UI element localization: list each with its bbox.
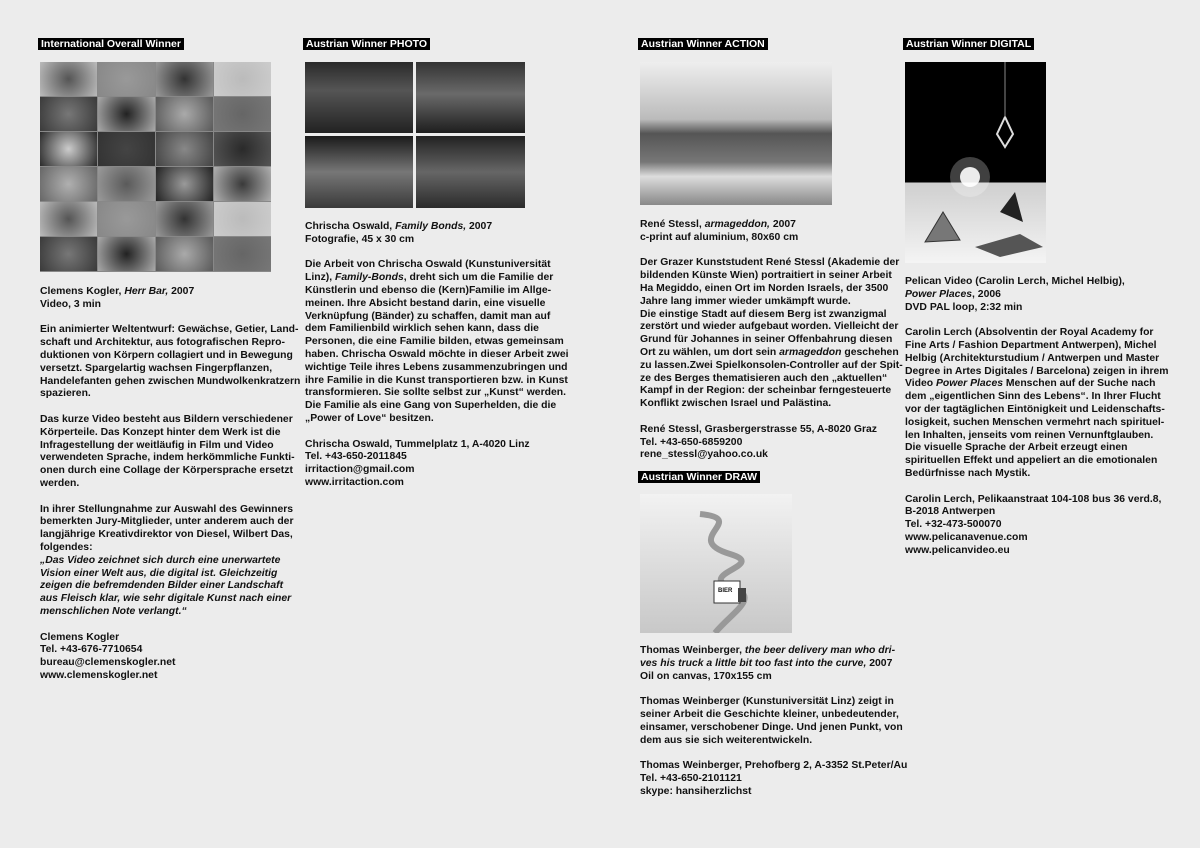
collage-tile	[214, 237, 271, 271]
text-line: folgendes:	[40, 541, 93, 553]
text-line: Der Grazer Kunststudent René Stessl (Akademie der	[640, 257, 900, 269]
text-line	[40, 401, 300, 414]
italic-title: Family-Bonds	[335, 272, 404, 284]
text-line: spirituellen Effekt und appeliert an die emotionalen	[905, 455, 1158, 467]
text-line: seiner Arbeit die Geschichte kleiner, unbedeutender,	[640, 708, 899, 720]
action-winner-text	[640, 219, 903, 462]
section-header-draw: Austrian Winner DRAW	[638, 471, 760, 483]
text-line: spazieren.	[40, 388, 91, 400]
collage-tile	[156, 62, 213, 96]
text-line: DVD PAL loop, 2:32 min	[905, 301, 1023, 313]
collage-tile	[156, 97, 213, 131]
text-line: Die visuelle Sprache der Arbeit erzeugt einen	[905, 442, 1128, 454]
text-line: bemerkten Jury-Mitglieder, unter anderem auch der	[40, 516, 294, 528]
collage-tile	[214, 62, 271, 96]
collage-tile	[40, 132, 97, 166]
text-line: Tel. +43-650-2101121	[640, 772, 742, 784]
text-line: www.pelicanvideo.eu	[905, 544, 1010, 556]
italic-title: aus Fleisch klar, wie sehr digitale Kunst nach einer	[40, 593, 292, 605]
text-line: Clemens Kogler	[40, 631, 120, 643]
text-line: Ha Megiddo, einen Ort im Norden Israels, der 3500	[640, 282, 889, 294]
text-line	[905, 481, 1169, 494]
beer-truck-painting-image	[640, 494, 792, 633]
text-line: c-print auf aluminium, 80x60 cm	[640, 231, 799, 243]
collage-tile	[40, 167, 97, 201]
text-line: dem „eigentlichen Sinn des Lebens“. In Ihrer Flucht	[905, 391, 1161, 403]
collage-tile	[98, 202, 155, 236]
text-line: Die Arbeit von Chrischa Oswald (Kunstuniversität	[305, 259, 551, 271]
text-line: dem aus sie sich weiterentwickeln.	[640, 734, 813, 746]
collage-tile	[156, 237, 213, 271]
collage-tile	[40, 202, 97, 236]
italic-title: Power Places	[905, 288, 973, 300]
italic-title: Family Bonds,	[395, 221, 467, 232]
text-line	[40, 580, 300, 593]
text-line: Carolin Lerch, Pelikaanstraat 104-108 bus 36 verd.8,	[905, 493, 1162, 505]
text-line: Konflikt zwischen Israel und Palästina.	[640, 398, 832, 410]
text-line	[640, 747, 907, 760]
family-photo-3	[305, 136, 413, 208]
text-line: transformieren. Sie sollte selbst zur „Kunst“ werden.	[305, 387, 566, 399]
text-line: versetzt. Spargelartig wachsen Fingerpflanzen,	[40, 362, 273, 374]
text-line: Infragestellung der weitläufig in Film und Video	[40, 439, 274, 451]
text-line: zu lassen.Zwei Spielkonsolen-Controller auf der Spit-	[640, 359, 903, 371]
text-line	[305, 426, 569, 439]
text-line: www.irritaction.com	[305, 476, 404, 488]
italic-title: zeigen die befremdenden Bilder einer Landschaft	[40, 580, 284, 592]
photo-winner-text	[305, 221, 569, 490]
collage-tile	[98, 62, 155, 96]
italic-title: armageddon,	[704, 219, 770, 230]
family-bonds-photo-grid	[305, 62, 525, 208]
section-header-action: Austrian Winner ACTION	[638, 38, 768, 50]
italic-title: „Das Video zeichnet sich durch eine unerwartete	[40, 554, 281, 566]
text-line: Oil on canvas, 170x155 cm	[640, 670, 772, 682]
text-line: Tel. +32-473-500070	[905, 519, 1002, 531]
collage-tile	[156, 202, 213, 236]
text-line: einsamer, verschobener Dinge. Und jenen Punkt, von	[640, 721, 903, 733]
text-line: Die einstige Stadt auf diesem Berg ist zwanzigmal	[640, 308, 887, 320]
text-line: onen durch eine Collage der Körpersprache ersetzt	[40, 465, 293, 477]
digital-winner-text	[905, 276, 1169, 558]
collage-tile	[98, 97, 155, 131]
text-line: Tel. +43-650-2011845	[305, 451, 407, 463]
section-header-photo: Austrian Winner PHOTO	[303, 38, 430, 50]
family-photo-4	[416, 136, 525, 208]
power-places-video-still	[905, 62, 1046, 263]
text-line: bureau@clemenskogler.net	[40, 657, 176, 669]
text-line	[640, 245, 903, 258]
family-photo-1	[305, 62, 413, 133]
italic-title: Power Places	[936, 378, 1004, 390]
text-line: Ein animierter Weltentwurf: Gewächse, Getier, Land-	[40, 324, 299, 336]
text-line: Kampf in der Region: der scheinbar ferngesteuerte	[640, 385, 892, 397]
text-line: Künstlerin und ebenso die (Kern)Familie im Allge-	[305, 284, 552, 296]
text-line: René Stessl, Grasbergerstrasse 55, A-8020 Graz	[640, 423, 878, 435]
text-line: ihre Familie in die Kunst transportieren bzw. in Kunst	[305, 374, 568, 386]
text-line: Ort zu wählen, um dort sein armageddon geschehen	[640, 346, 899, 358]
text-line: Körperteile. Das Konzept hinter dem Werk ist die	[40, 426, 281, 438]
text-line: Fine Arts / Fashion Department Antwerpen), Michel	[905, 339, 1157, 351]
text-line: langjährige Kreativdirektor von Diesel, Wilbert Das,	[40, 529, 293, 541]
text-line: skype: hansiherzlichst	[640, 785, 752, 797]
text-line: Personen, die eine Familie bilden, etwas gemeinsam	[305, 336, 564, 348]
international-winner-text	[40, 286, 300, 683]
family-photo-2	[416, 62, 525, 133]
italic-title: Herr Bar,	[124, 286, 169, 297]
text-line: Degree in Artes Digitales / Barcelona) zeigen in ihrem	[905, 365, 1169, 377]
text-line: Clemens Kogler, Herr Bar, 2007	[40, 286, 195, 297]
text-line: Grund für Johannes in seiner Offenbahrung diesen	[640, 334, 893, 346]
pyramid-scene-drawing	[905, 62, 1046, 263]
section-header-international: International Overall Winner	[38, 38, 184, 50]
text-line: www.clemenskogler.net	[40, 669, 158, 681]
text-line	[40, 555, 300, 568]
text-line	[40, 491, 300, 504]
text-line: losigkeit, suchen Menschen vermehrt nach spirituel-	[905, 416, 1165, 428]
italic-title: Vision einer Welt aus, die digital ist. Gleichzeitig	[40, 567, 278, 579]
text-line: Bedürfnisse nach Mystik.	[905, 467, 1031, 479]
text-line: Linz), Family-Bonds, dreht sich um die Familie der	[305, 272, 554, 284]
draw-winner-text	[640, 645, 907, 799]
text-line	[905, 314, 1169, 327]
text-line: www.pelicanavenue.com	[905, 531, 1028, 543]
text-line: len Inhalten, jenseits vom reinen Vernunftglauben.	[905, 429, 1154, 441]
text-line: Handelefanten gehen zwischen Mundwolkenkratzern	[40, 375, 301, 387]
collage-tile	[156, 167, 213, 201]
collage-tile	[214, 97, 271, 131]
text-line: wichtige Teile ihres Lebens zusammenzubringen und	[305, 361, 568, 373]
text-line	[640, 411, 903, 424]
truck-label: BIER	[718, 588, 733, 594]
armageddon-landscape-image	[640, 62, 832, 205]
collage-tile	[40, 97, 97, 131]
text-line: Carolin Lerch (Absolventin der Royal Academy for	[905, 327, 1154, 339]
collage-tile	[98, 237, 155, 271]
collage-tile	[40, 62, 97, 96]
text-line: B-2018 Antwerpen	[905, 506, 996, 518]
collage-tile	[98, 132, 155, 166]
italic-title: menschlichen Note verlangt.“	[40, 605, 187, 617]
text-line: Jahre lang immer wieder umkämpft wurde.	[640, 295, 851, 307]
text-line: Chrischa Oswald, Family Bonds, 2007	[305, 221, 493, 232]
text-line: vor der tagtäglichen Eintönigkeit und Leidenschafts-	[905, 403, 1165, 415]
italic-title: ves his truck a little bit too fast into the curve,	[640, 657, 867, 669]
text-line: Helbig (Architekturstudium / Antwerpen und Master	[905, 352, 1160, 364]
text-line: werden.	[40, 477, 80, 489]
text-line: dem Familienbild wirklich sehen kann, dass die	[305, 323, 539, 335]
text-line: ze des Berges thematisieren auch den „aktuellen“	[640, 372, 888, 384]
text-line: ves his truck a little bit too fast into the curve, 2007	[640, 657, 893, 669]
text-line: bildenden Künste Wien) portraitiert in seiner Arbeit	[640, 270, 892, 282]
text-line: haben. Chrischa Oswald möchte in dieser Arbeit zwei	[305, 348, 569, 360]
text-line: rene_stessl@yahoo.co.uk	[640, 449, 768, 461]
text-line: Verknüpfung (Bänder) zu schaffen, damit man auf	[305, 310, 551, 322]
text-line: Tel. +43-650-6859200	[640, 436, 743, 448]
road-curve-drawing	[640, 494, 792, 633]
text-line: Thomas Weinberger, Prehofberg 2, A-3352 St.Peter/Au	[640, 760, 908, 772]
text-line: Thomas Weinberger, the beer delivery man who dri-	[640, 645, 896, 656]
text-line: Video, 3 min	[40, 298, 102, 310]
text-line: Chrischa Oswald, Tummelplatz 1, A-4020 Linz	[305, 438, 530, 450]
text-line: Power Places, 2006	[905, 288, 1001, 300]
text-line: schaft und Architektur, aus fotografischen Repro-	[40, 337, 285, 349]
text-line: irritaction@gmail.com	[305, 464, 415, 476]
text-line	[40, 619, 300, 632]
herr-bar-collage-image	[40, 62, 271, 272]
text-line: Fotografie, 45 x 30 cm	[305, 233, 415, 245]
italic-title: the beer delivery man who dri-	[744, 645, 896, 656]
italic-title: armageddon	[779, 346, 842, 358]
text-line: „Power of Love“ besitzen.	[305, 412, 434, 424]
text-line	[305, 247, 569, 260]
text-line: Tel. +43-676-7710654	[40, 644, 143, 656]
collage-tile	[214, 132, 271, 166]
section-header-digital: Austrian Winner DIGITAL	[903, 38, 1034, 50]
collage-tile	[98, 167, 155, 201]
text-line: Thomas Weinberger (Kunstuniversität Linz) zeigt in	[640, 696, 894, 708]
text-line: verwendeten Sprache, indem herkömmliche Funkti-	[40, 452, 295, 464]
text-line: René Stessl, armageddon, 2007	[640, 219, 796, 230]
text-line: meinen. Ihre Absicht bestand darin, eine visuelle	[305, 297, 546, 309]
collage-tile	[40, 237, 97, 271]
collage-tile	[214, 202, 271, 236]
text-line	[40, 568, 300, 581]
text-line	[640, 683, 907, 696]
text-line: Das kurze Video besteht aus Bildern verschiedener	[40, 413, 293, 425]
text-line	[40, 606, 300, 619]
text-line: Video Power Places Menschen auf der Suche nach	[905, 378, 1156, 390]
collage-tile	[156, 132, 213, 166]
text-line: Die Familie als eine Gang von Superhelden, die die	[305, 400, 557, 412]
text-line	[40, 312, 300, 325]
collage-tile	[214, 167, 271, 201]
text-line	[40, 593, 300, 606]
text-line: duktionen von Körpern collagiert und in Bewegung	[40, 349, 293, 361]
text-line: Pelican Video (Carolin Lerch, Michel Helbig),	[905, 276, 1125, 287]
text-line: In ihrer Stellungnahme zur Auswahl des Gewinners	[40, 503, 294, 515]
text-line: zerstört und wieder aufgebaut worden. Vielleicht der	[640, 321, 899, 333]
